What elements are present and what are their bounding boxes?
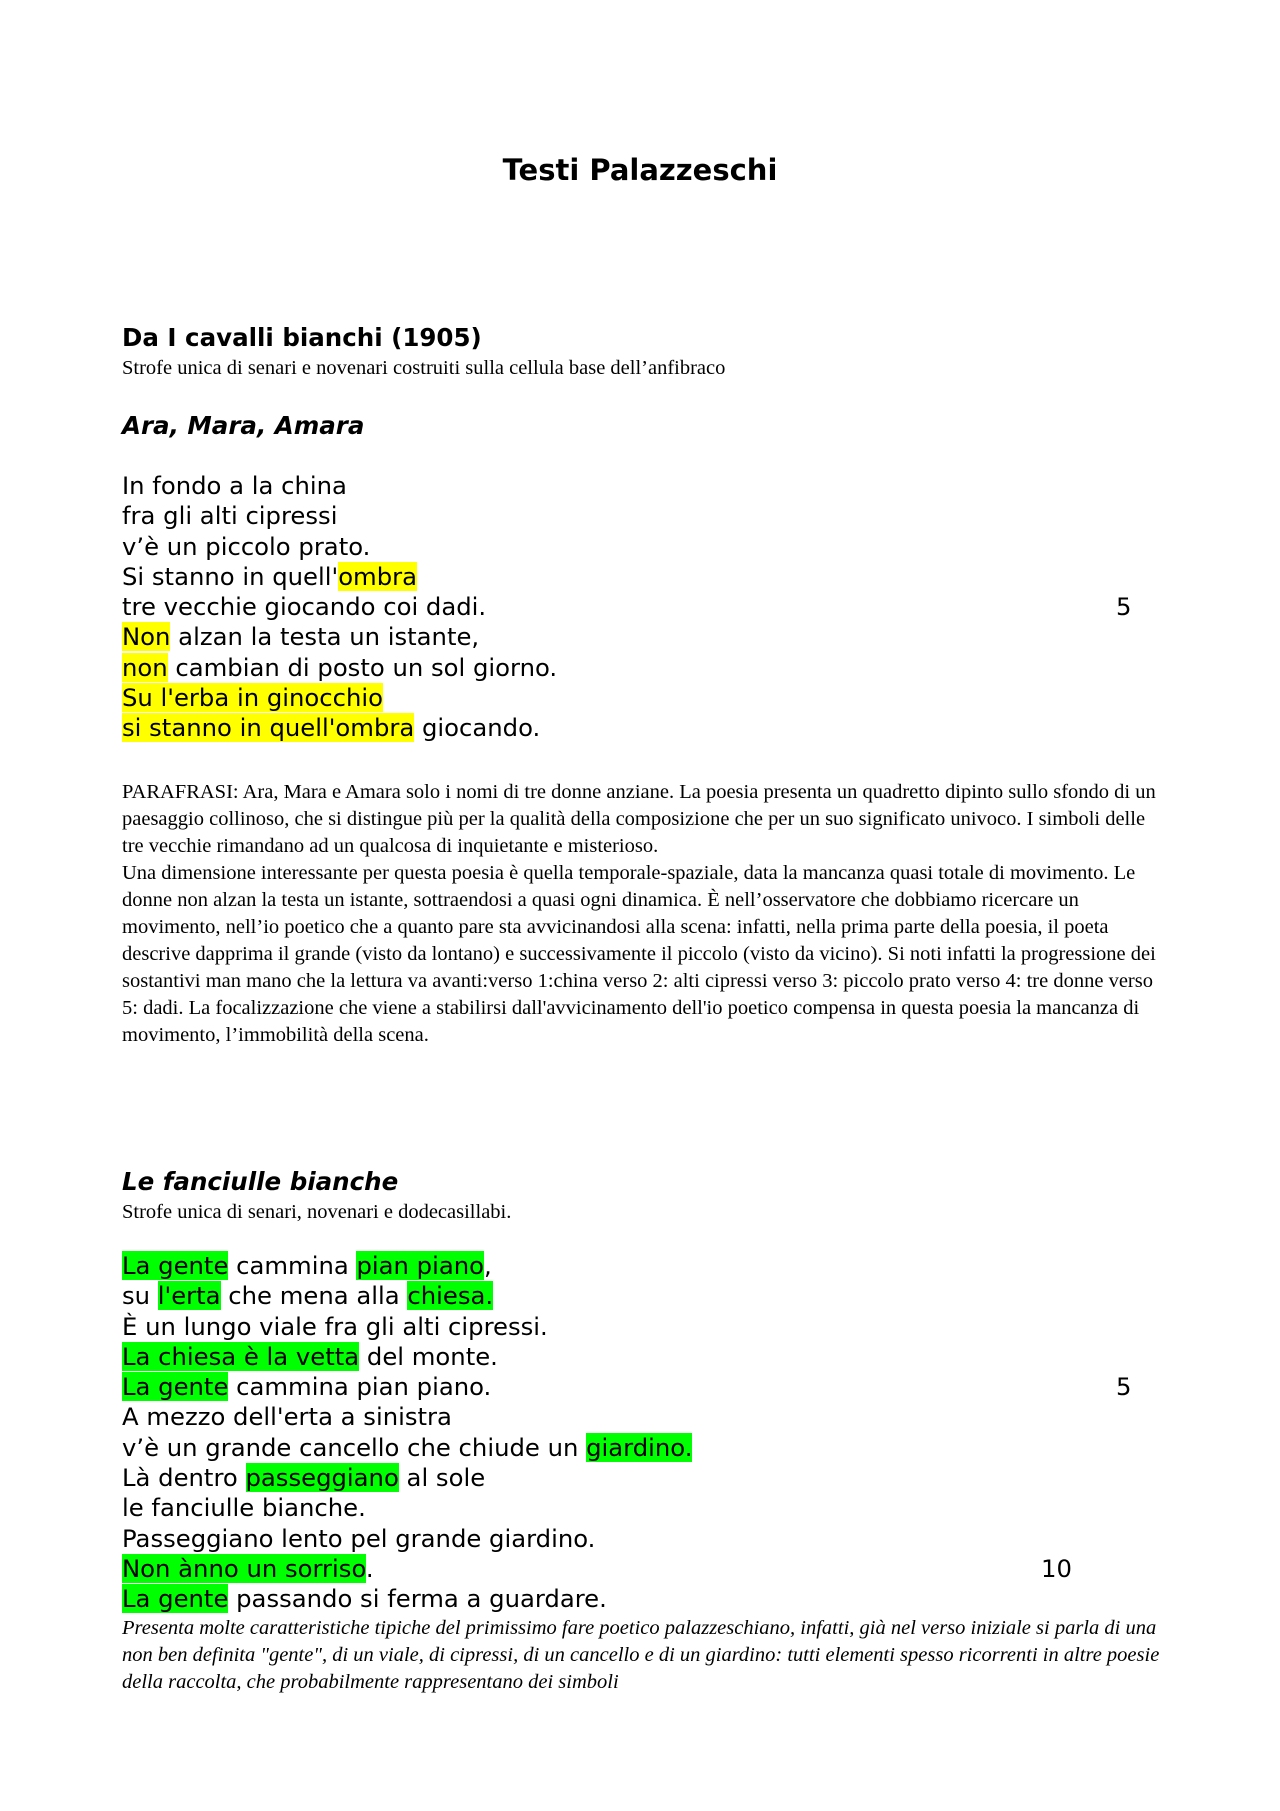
line-number: 5 — [1116, 1372, 1132, 1402]
parafrasi-paragraph: PARAFRASI: Ara, Mara e Amara solo i nomi di tre donne anziane. La poesia presenta un quadretto dipinto sullo sfondo di un paesaggio collinoso, che si distingue più per la qualità della composizione che per un suo significato univoco. I simboli delle tre vecchie rimandano ad un qualcosa di inquietante e misterioso. — [122, 781, 1156, 857]
poem-le-fanciulle-bianche — [122, 1251, 1182, 1615]
verse-line: v’è un piccolo prato. — [122, 531, 371, 561]
verse-line: La gente passando si ferma a guardare. — [122, 1584, 607, 1614]
highlight: Non — [122, 622, 171, 652]
page-title: Testi Palazzeschi — [502, 153, 778, 187]
section-heading: Da I cavalli bianchi (1905) — [122, 323, 482, 352]
highlight: pian piano — [356, 1251, 484, 1280]
highlight: l'erta — [157, 1281, 221, 1311]
verse-line: fra gli alti cipressi — [122, 501, 338, 531]
verse-line: Si stanno in quell'ombra — [122, 561, 418, 591]
highlight: Non ànno un sorriso — [122, 1553, 366, 1583]
highlight: non — [122, 652, 168, 682]
verse-line: In fondo a la china — [122, 471, 347, 500]
highlight: passeggiano — [245, 1463, 399, 1493]
verse-line: Non ànno un sorriso. 10 — [122, 1553, 1072, 1583]
parafrasi — [122, 779, 1170, 1049]
verse-line: Passeggiano lento pel grande giardino. — [122, 1523, 596, 1553]
highlight: ombra — [338, 561, 418, 591]
poem-ara-mara-amara — [122, 471, 1182, 744]
parafrasi-paragraph: Una dimensione interessante per questa poesia è quella temporale-spaziale, data la mancanza quasi totale di movimento. Le donne non alzan la testa un istante, sottraendosi a quasi ogni dinamica. È nell’osservatore che dobbiamo ricercare un movimento, nell’io poetico che a quanto pare sta avvicinandosi alla scena: infatti, nella prima parte della poesia, il poeta descrive dapprima il grande (visto da lontano) e successivamente il piccolo (visto da vicino). Si noti infatti la progressione dei sostantivi man mano che la lettura va avanti:verso 1:china verso 2: alti cipressi verso 3: piccolo prato verso 4: tre donne verso 5: dadi. La focalizzazione che viene a stabilirsi dall'avvicinamento dell'io poetico compensa in questa poesia la mancanza di movimento, l’immobilità della scena. — [122, 862, 1156, 1046]
verse-line: si stanno in quell'ombra giocando. — [122, 713, 541, 743]
highlight: si stanno in quell'ombra — [122, 713, 415, 743]
verse-line: su l'erta che mena alla chiesa. — [122, 1281, 494, 1311]
verse-line: È un lungo viale fra gli alti cipressi. — [122, 1311, 548, 1341]
verse-line: A mezzo dell'erta a sinistra — [122, 1402, 452, 1432]
highlight: Su l'erba in ginocchio — [122, 683, 383, 713]
verse-line: non cambian di posto un sol giorno. — [122, 652, 558, 682]
verse-line — [122, 683, 1182, 713]
highlight: La chiesa è la vetta — [122, 1341, 360, 1371]
verse-line: tre vecchie giocando coi dadi. 5 — [122, 592, 1132, 622]
verse-line: Là dentro passeggiano al sole — [122, 1463, 486, 1493]
verse-line: le fanciulle bianche. — [122, 1493, 366, 1523]
verse-line: La chiesa è la vetta del monte. — [122, 1341, 498, 1371]
verse-line: Non alzan la testa un istante, — [122, 622, 480, 652]
highlight: giardino. — [586, 1432, 693, 1462]
highlight: La gente — [122, 1372, 229, 1402]
poem-note: Strofe unica di senari, novenari e dodecasillabi. — [122, 1201, 512, 1223]
line-number: 5 — [1116, 592, 1132, 622]
verse-line: La gente cammina pian piano. 5 — [122, 1372, 1132, 1402]
highlight: La gente — [122, 1584, 229, 1614]
line-number: 10 — [1041, 1553, 1072, 1583]
verse-line: La gente cammina pian piano, — [122, 1251, 492, 1280]
poem-title-le-fanciulle-bianche: Le fanciulle bianche — [122, 1167, 399, 1196]
verse-line: v’è un grande cancello che chiude un giardino. — [122, 1432, 693, 1462]
highlight: chiesa. — [407, 1281, 494, 1311]
highlight: La gente — [122, 1251, 229, 1280]
poem-comment: Presenta molte caratteristiche tipiche del primissimo fare poetico palazzeschiano, infatti, già nel verso iniziale si parla di una non ben definita "gente", di un viale, di cipressi, di un cancello e di un giardino: tutti elementi spesso ricorrenti in altre poesie della raccolta, che probabilmente rappresentano dei simboli — [122, 1617, 1160, 1693]
poem-title-ara-mara-amara: Ara, Mara, Amara — [122, 411, 365, 440]
section-note: Strofe unica di senari e novenari costruiti sulla cellula base dell’anfibraco — [122, 357, 726, 379]
